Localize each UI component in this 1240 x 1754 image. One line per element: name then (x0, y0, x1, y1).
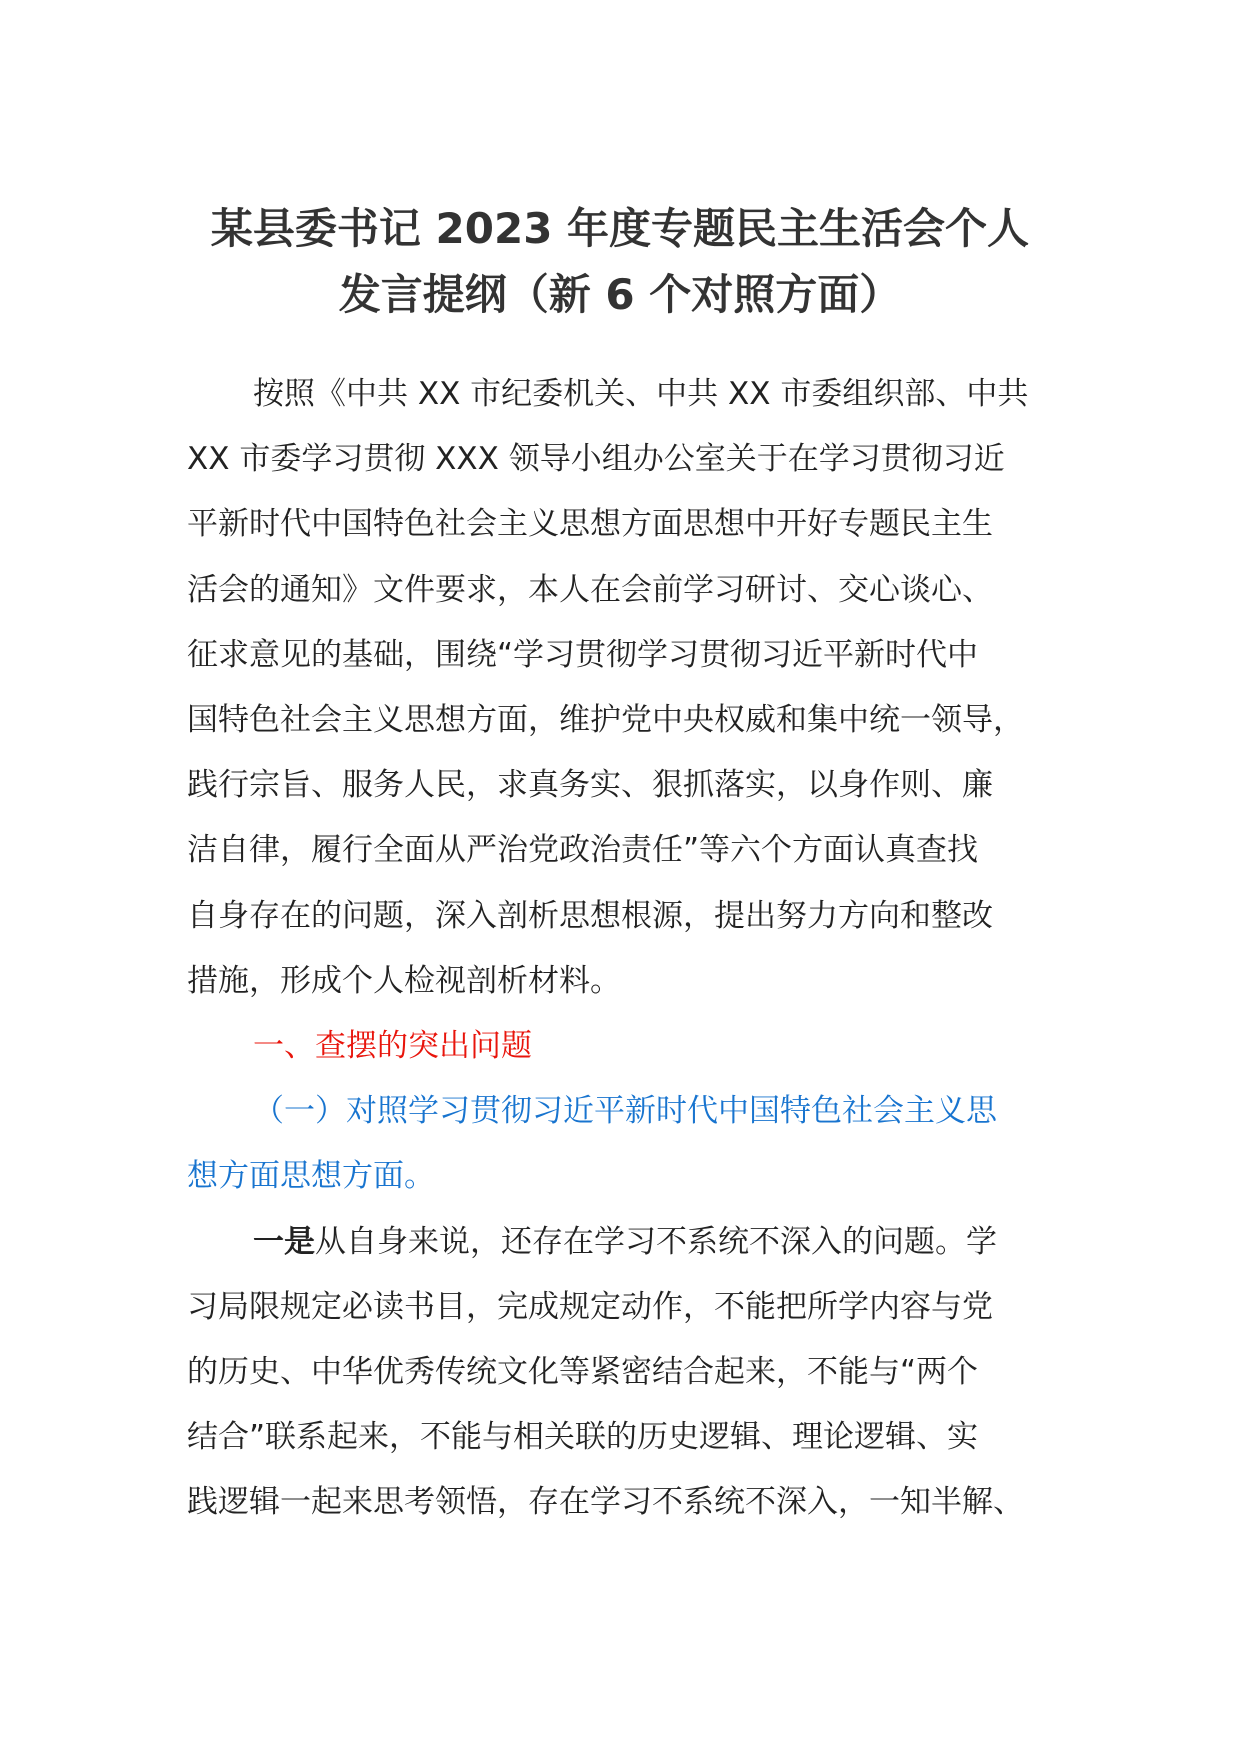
intro-line: 自身存在的问题，深入剖析思想根源，提出努力方向和整改 (187, 897, 993, 934)
point-1-line: 践逻辑一起来思考领悟，存在学习不系统不深入，一知半解、 (187, 1484, 1024, 1521)
point-paragraph (187, 1210, 1062, 1536)
intro-line: 洁自律，履行全面从严治党政治责任”等六个方面认真查找 (187, 832, 979, 869)
title-line-2: 发言提纲（新 6 个对照方面） (338, 270, 902, 319)
section-1-heading: 一、查摆的突出问题 (253, 1028, 532, 1065)
intro-line: 措施，形成个人检视剖析材料。 (187, 962, 621, 999)
intro-line: 践行宗旨、服务人民，求真务实、狠抓落实，以身作则、廉 (187, 767, 993, 804)
document-body (187, 362, 1062, 1536)
point-1-line: 习局限规定必读书目，完成规定动作，不能把所学内容与党 (187, 1288, 993, 1325)
intro-line: XX 市委学习贯彻 XXX 领导小组办公室关于在学习贯彻习近 (187, 441, 1005, 478)
subsection-1-line: 想方面思想方面。 (187, 1158, 435, 1195)
intro-line: 国特色社会主义思想方面，维护党中央权威和集中统一领导， (187, 702, 1024, 739)
intro-paragraph (187, 362, 1062, 1014)
title-line-1: 某县委书记 2023 年度专题民主生活会个人 (210, 204, 1030, 253)
subsection-heading (187, 1079, 1062, 1209)
point-1-text: 从自身来说，还存在学习不系统不深入的问题。学 (315, 1223, 997, 1260)
point-1-line (187, 1210, 1062, 1275)
subsection-1-line: （一）对照学习贯彻习近平新时代中国特色社会主义思 (253, 1093, 997, 1130)
document-title (160, 196, 1080, 328)
intro-line: 活会的通知》文件要求，本人在会前学习研讨、交心谈心、 (187, 571, 993, 608)
intro-line: 平新时代中国特色社会主义思想方面思想中开好专题民主生 (187, 506, 993, 543)
section-heading (187, 1014, 1062, 1079)
intro-line: 按照《中共 XX 市纪委机关、中共 XX 市委组织部、中共 (253, 376, 1029, 412)
point-1-line: 结合”联系起来，不能与相关联的历史逻辑、理论逻辑、实 (187, 1419, 979, 1456)
intro-line: 征求意见的基础，围绕“学习贯彻学习贯彻习近平新时代中 (187, 636, 979, 673)
point-1-label: 一是 (253, 1223, 315, 1260)
point-1-line: 的历史、中华优秀传统文化等紧密结合起来，不能与“两个 (187, 1354, 979, 1391)
